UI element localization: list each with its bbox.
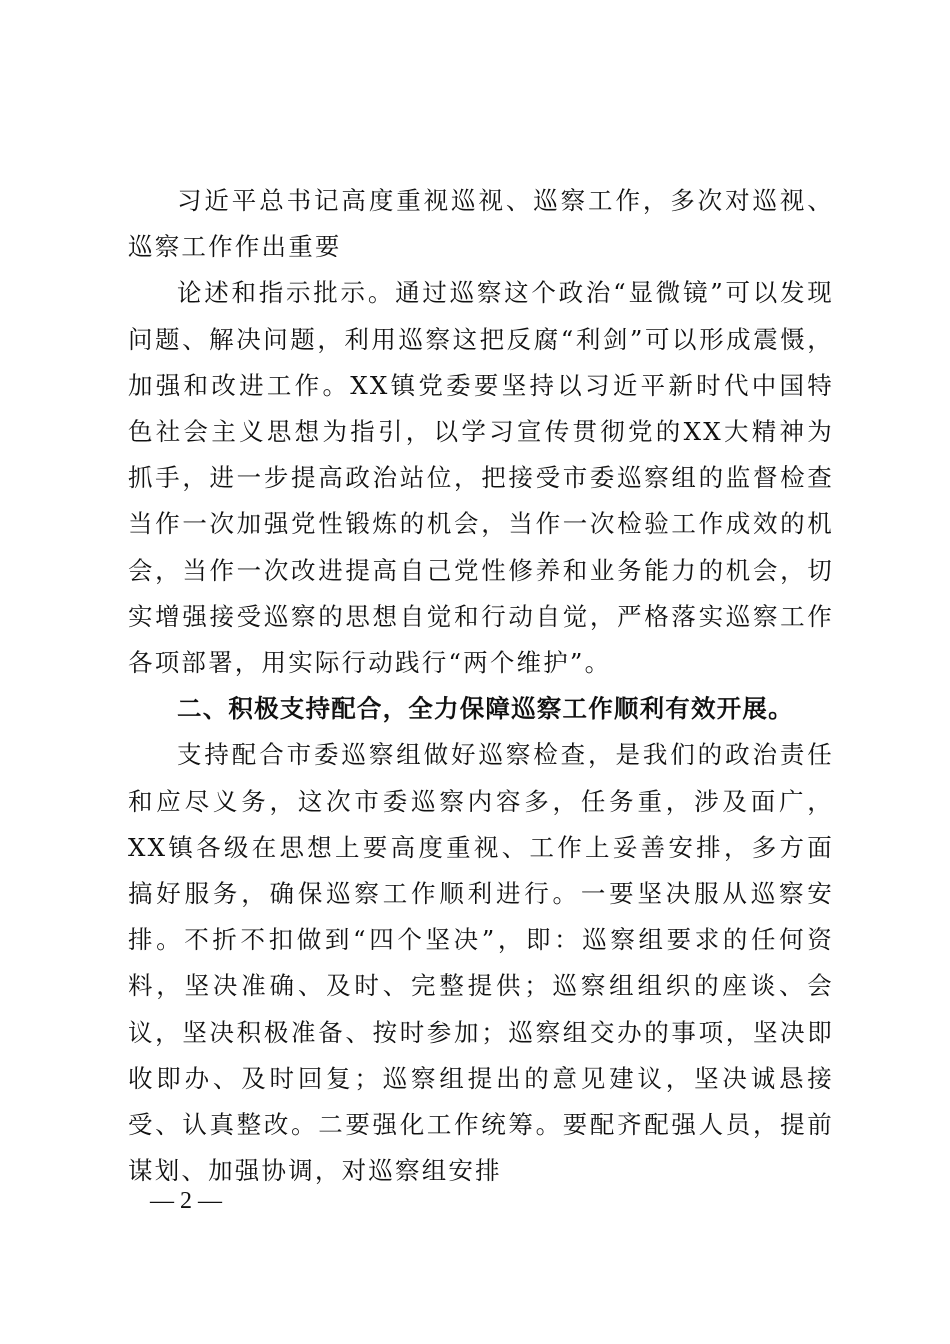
body-paragraph: 习近平总书记高度重视巡视、巡察工作，多次对巡视、巡察工作作出重要	[128, 186, 834, 262]
body-paragraph: 支持配合市委巡察组做好巡察检查，是我们的政治责任和应尽义务，这次市委巡察内容多，任务重，涉及面广，XX镇各级在思想上要高度重视、工作上妥善安排，多方面搞好服务，确保巡察工作顺利进行。一要坚决服从巡察安排。不折不扣做到“四个坚决”，即：巡察组要求的任何资料，坚决准确、及时、完整提供；巡察组组织的座谈、会议，坚决积极准备、按时参加；巡察组交办的事项，坚决即收即办、及时回复；巡察组提出的意见建议，坚决诚恳接受、认真整改。二要强化工作统筹。要配齐配强人员，提前谋划、加强协调，对巡察组安排	[128, 740, 834, 1186]
section-heading: 二、积极支持配合，全力保障巡察工作顺利有效开展。	[177, 694, 794, 724]
body-paragraph: 论述和指示批示。通过巡察这个政治“显微镜”可以发现问题、解决问题，利用巡察这把反腐“利剑”可以形成震慑，加强和改进工作。XX镇党委要坚持以习近平新时代中国特色社会主义思想为指引，以学习宣传贯彻党的XX大精神为抓手，进一步提高政治站位，把接受市委巡察组的监督检查当作一次加强党性锻炼的机会，当作一次检验工作成效的机会，当作一次改进提高自己党性修养和业务能力的机会，切实增强接受巡察的思想自觉和行动自觉，严格落实巡察工作各项部署，用实际行动践行“两个维护”。	[128, 278, 834, 678]
document-body	[128, 178, 834, 1194]
page-number: — 2 —	[150, 1188, 222, 1214]
